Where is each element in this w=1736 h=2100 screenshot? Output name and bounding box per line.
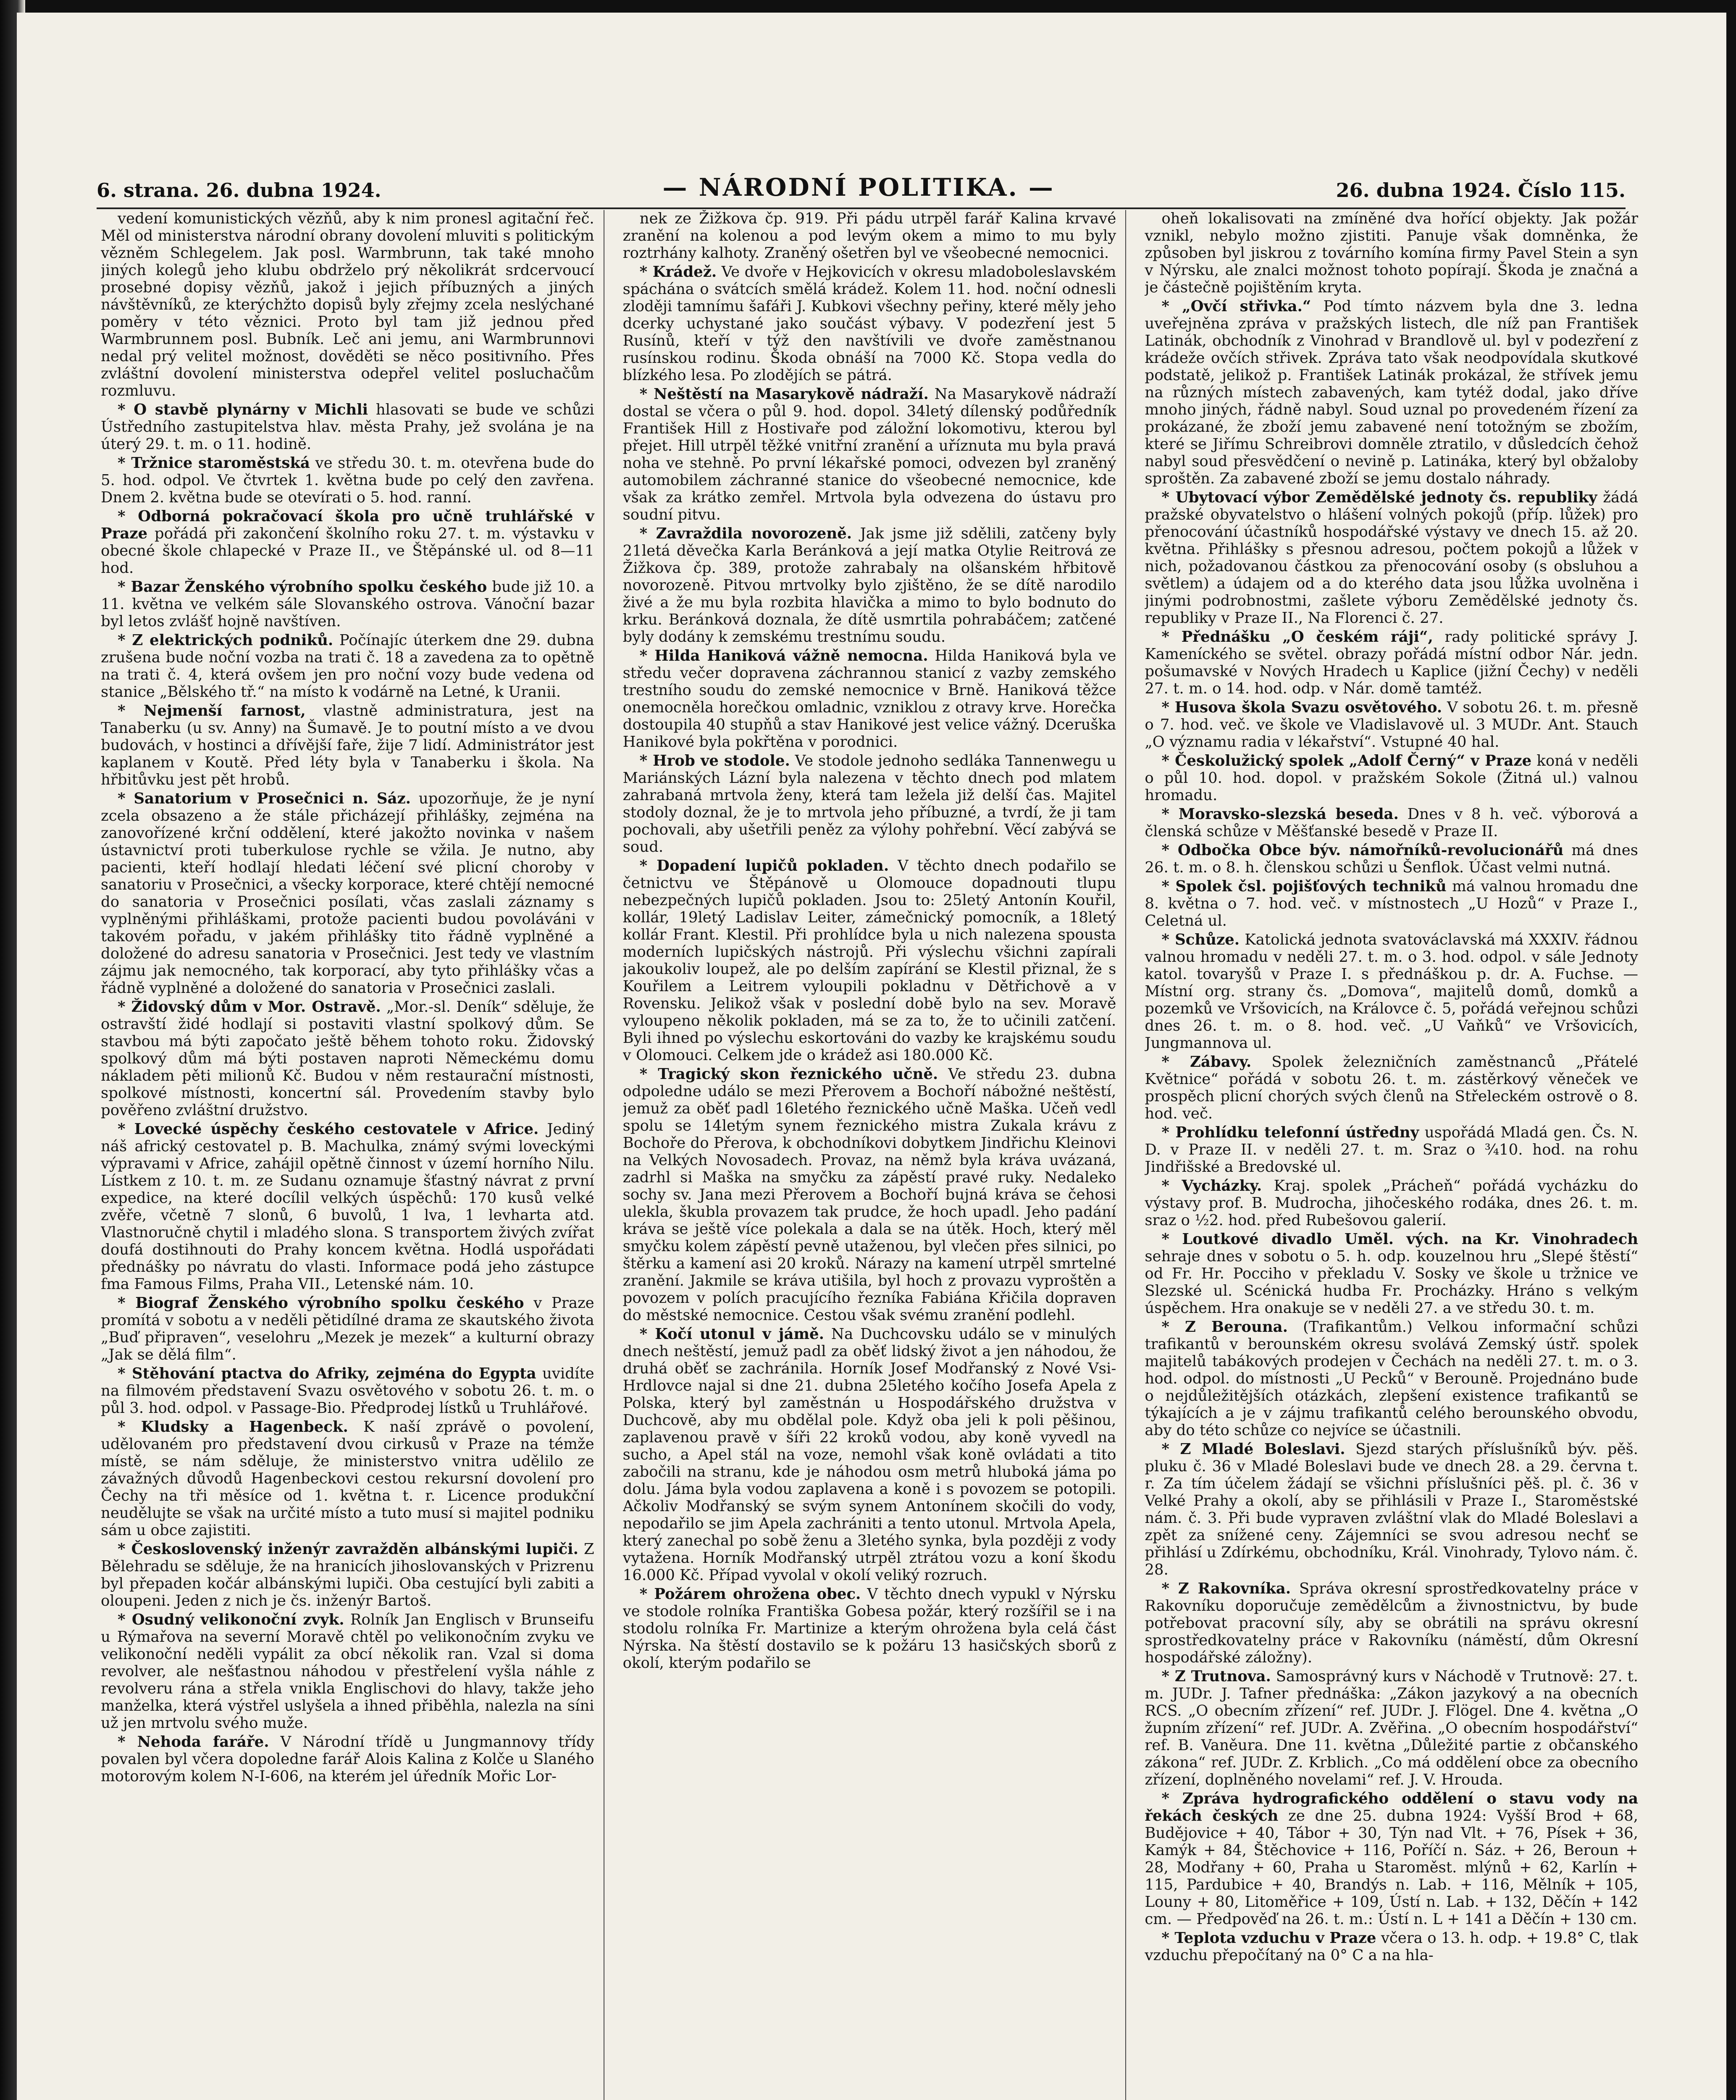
news-item-heading: * Odbočka Obce býv. námořníků-revolucionářů — [1161, 842, 1564, 859]
news-item-body: Správa okresní sprostředkovatelny práce v Rakovníku doporučuje zemědělcům a živnostnictvu, by bude potřebovat pracovní síly, aby se obrátili na správu okresní sprostředkovatelny práce v Rakovníku (náměstí, dům Okresní hospodářské záložny). — [1145, 1580, 1639, 1666]
news-item-body: V Národní třídě u Jungmannovy třídy povalen byl včera dopoledne farář Alois Kalina z Kolče u Slaného motorovým kolem N-I-606, na kterém jel úředník Mořic Lor- — [101, 1733, 594, 1785]
news-item-heading: * „Ovčí střivka.“ — [1161, 298, 1311, 315]
news-item-body: V sobotu 26. t. m. přesně o 7. hod. več. ve škole ve Vladislavově ul. 3 MUDr. Ant. Stauch „O významu radia v lékařství“. Vstupné 40 hal. — [1145, 699, 1639, 751]
news-item-heading: * Požárem ohrožena obec. — [639, 1586, 861, 1603]
news-item-body: ve středu 30. t. m. otevřena bude do 5. hod. odpol. Ve čtvrtek 1. května bude po celý den zavřena. Dnem 2. května bude se otevírati o 5. hod. ranní. — [101, 454, 594, 506]
news-item-body: sehraje dnes v sobotu o 5. h. odp. kouzelnou hru „Slepé štěstí“ od Fr. Hr. Pocciho v překladu V. Sosky ve škole u tržnice ve Slezské ul. Scénická hudba Fr. Procházky. Hráno s velkým úspěchem. Hra onakuje se v neděli 27. a ve středu 30. t. m. — [1145, 1248, 1639, 1317]
news-item-body: (Trafikantům.) Velkou informační schůzi trafikantů v berounském okresu svolává Zemský ústř. spolek majitelů tabákových prodejen v Čechách na neděli 27. t. m. o 3. hod. odpol. do místnosti „U Pecků“ v Berouně. Projednáno bude o nejdůležitějších otázkách, zlepšení existence trafikantů se týkajících a je v zájmu trafikantů celého berounského obvodu, aby do této schůze co nejvíce se účastnili. — [1145, 1318, 1639, 1439]
news-item-body: Rolník Jan Englisch v Brunseifu u Rýmařova na severní Moravě chtěl po velikonočním zvyku ve velikonoční neděli vypálit za obcí několik ran. Vzal si doma revolver, ale nešťastnou náhodou v přestřelení vyšla náhle z revolveru rána a střela vnikla Englischovi do hlavy, takže jeho manželka, která výstřel uslyšela a ihned přiběhla, nalezla na síni už jen mrtvolu svého muže. — [101, 1611, 594, 1732]
news-item — [1145, 1668, 1638, 1788]
news-item-heading: * Schůze. — [1161, 931, 1240, 948]
news-item-body: Sjezd starých příslušníků býv. pěš. pluku č. 36 v Mladé Boleslavi bude ve dnech 28. a 29. června t. r. Za tím účelem žádají se všichni příslušníci pěš. pl. č. 36 v Velké Prahy a okolí, aby se přihlásili v Praze I., Staroměstské nám. č. 3. Při bude vypraven zvláštní vlak do Mladé Boleslavi a zpět za snížené ceny. Zájemníci se svou adresou nechť se přihlásí u Zdírkému, obchodníku, Král. Vinohrady, Tylovo nám. č. 28. — [1145, 1441, 1639, 1578]
news-item — [101, 702, 594, 788]
news-item — [101, 1418, 594, 1539]
news-item-heading: * O stavbě plynárny v Michli — [118, 401, 368, 418]
news-item-heading: * Tragický skon řeznického učně. — [639, 1066, 938, 1083]
news-item-body: „Mor.-sl. Deník“ sděluje, že ostravští židé hodlají si postaviti vlastní spolkový dům. Se stavbou má býti započato ještě během tohoto roku. Židovský spolkový dům má býti postaven naproti Německému domu nákladem pěti milionů Kč. Budou v něm restaurační místnosti, spolkové místnosti, koncertní sál. Provedením stavby bylo pověřeno zvláštní družstvo. — [101, 998, 594, 1119]
news-item-heading: * Bazar Ženského výrobního spolku českého — [118, 578, 487, 596]
masthead-title: — NÁRODNÍ POLITIKA. — — [662, 173, 1055, 202]
news-item — [101, 1365, 594, 1417]
news-item-body: vedení komunistických vězňů, aby k nim pronesl agitační řeč. Měl od ministerstva národní obrany dovolení mluviti s politickým vězněm Schlegelem. Jak posl. Warmbrunn, tak také mnoho jiných kolegů jeho klubu obdrželo prý několikrát srdcervoucí prosebné dopisy vězňů, jakož i jejich příbuzných a jiných návštěvníků, ze kterýchžto dopisů byly zřejmy zcela neslýchané poměry v této věznici. Proto byl tam již jednou před Warmbrunnem posl. Bubník. Leč ani jemu, ani Warmbrunnovi nedal prý velitel možnost, dověděti se něco positivního. Přes zvláštní dovolení ministerstva odepřel velitel posluchačům rozmluvu. — [101, 210, 594, 399]
text-columns — [101, 210, 1638, 2100]
news-item-body: Hilda Haniková byla ve středu večer dopravena záchrannou stanicí z vazby zemského trestního soudu do zemské nemocnice v Brně. Haniková těžce onemocněla horečkou omladnic, vzniklou z otravy krve. Horečka dostoupila 40 stupňů a stav Hanikové jest velice vážný. Dceruška Hanikové byla pokřtěna v porodnici. — [622, 647, 1116, 751]
news-item — [1145, 931, 1638, 1052]
news-item-heading: * Moravsko-slezská beseda. — [1161, 806, 1399, 823]
news-item-heading: * Neštěstí na Masarykově nádraží. — [639, 386, 929, 403]
news-item-body: Ve dvoře v Hejkovicích v okresu mladoboleslavském spáchána o svátcích smělá krádež. Kolem 11. hod. noční odnesli zloději tamnímu šafáři J. Kubkovi všechny peřiny, které měly jeho dcerky uchystané jako součást výbavy. V podezření jest 5 Rusínů, kteří v týž den navštívili ve dvoře zaměstnanou rusínskou rodinu. Škoda obnáší na 7000 Kč. Stopa vedla do blízkého lesa. Po zlodějích se pátrá. — [622, 263, 1116, 384]
news-item-body: včera o 13. h. odp. + 19.8° C, tlak vzduchu přepočítaný na 0° C a na hla- — [1145, 1929, 1638, 1964]
news-item-heading: * Z Rakovníka. — [1161, 1580, 1291, 1597]
news-item-heading: * Biograf Ženského výrobního spolku českého — [118, 1294, 524, 1312]
news-item — [101, 632, 594, 701]
news-item-heading: * Přednášku „O českém ráji“, — [1161, 628, 1433, 646]
news-item — [101, 998, 594, 1119]
news-item-body: nek ze Žižkova čp. 919. Při pádu utrpěl farář Kalina krvavé zranění na kolenou a pod levým okem a mimo to mu byly roztrhány kalhoty. Zraněný ošetřen byl ve všeobecné nemocnici. — [622, 210, 1116, 262]
news-item — [623, 1066, 1116, 1324]
news-item-body: V těchto dnech podařilo se četnictvu ve Štěpánově u Olomouce dopadnouti tlupu nebezpečných lupičů pokladen. Jsou to: 25letý Antonín Kouřil, kollár, 19letý Ladislav Leiter, zámečnický pomocník, a 18letý kollár Frant. Klestil. Při prohlídce byla u nich nalezena spousta moderních lupičských nástrojů. Při výslechu všichni zapírali jakoukoliv loupež, ale po delším zapírání se Klestil přiznal, že s Kouřilem a Leitrem vyloupili pokladnu v Dětřichově a v Rovensku. Jelikož však v poslední době bylo na sev. Moravě vyloupeno několik pokladen, má se za to, že to učinili zatčení. Byli ihned po výslechu eskortováni do vazby ke krajskému soudu v Olomouci. Celkem jde o krádež asi 180.000 Kč. — [622, 857, 1116, 1064]
news-item-heading: * Z elektrických podniků. — [118, 632, 334, 649]
news-item — [1145, 1929, 1638, 1964]
news-item-body: Spolek železničních zaměstnanců „Přátelé Květnice“ pořádá v sobotu 26. t. m. zástěrkový věneček ve prospěch plicní chorých svých členů na Střeleckém ostrově o 8. hod. več. — [1145, 1053, 1639, 1122]
news-item — [1145, 752, 1638, 804]
news-item — [1145, 699, 1638, 751]
news-item — [101, 1541, 594, 1609]
news-item-heading: * Prohlídku telefonní ústředny — [1161, 1124, 1419, 1141]
news-item-body: vlastně administratura, jest na Tanaberku (u sv. Anny) na Šumavě. Je to poutní místo a ve dvou budovách, v hostinci a dřívější faře, žije 7 lidí. Administrátor jest kaplanem v Koutě. Před léty byla v Tanaberku i škola. Na hřbitůvku jest pět hrobů. — [101, 702, 594, 788]
news-item-heading: * Československý inženýr zavražděn albánskými lupiči. — [118, 1541, 578, 1558]
news-item — [623, 1586, 1116, 1672]
news-item-body: hlasovati se bude ve schůzi Ústředního zastupitelstva hlav. města Prahy, jež svolána je na úterý 29. t. m. o 11. hodině. — [101, 401, 594, 453]
news-item-heading: * Zavraždila novorozeně. — [639, 525, 852, 542]
news-item-body: V těchto dnech vypukl v Nýrsku ve stodole rolníka Františka Gobesa požár, který rozšířil se i na stodolu rolníka Fr. Martinize a kterým ohrožena byla celá část Nýrska. Na štěstí dostavilo se k požáru 13 hasičských sborů z okolí, kterým podařilo se — [622, 1586, 1116, 1672]
news-item-body: uvidíte na filmovém představení Svazu osvětového v sobotu 26. t. m. o půl 3. hod. odpol. v Passage-Bio. Předprodej lístků u Truhlářové. — [101, 1365, 594, 1417]
news-item — [101, 578, 594, 630]
news-item-body: Počínajíc úterkem dne 29. dubna zrušena bude noční vozba na trati č. 18 a zavedena za to opětně na trati č. 4, která ovšem jen pro noční vozy bude vedena od stanice „Bělského tř.“ na místo k vodárně na Letné, k Uranii. — [101, 632, 594, 701]
news-item-body: Katolická jednota svatováclavská má XXXIV. řádnou valnou hromadu v neděli 27. t. m. o 3. hod. odpol. v sále Jednoty katol. tovaryšů v Praze I. s přednáškou p. dr. A. Fuchse. — Místní org. strany čs. „Domova“, majitelů domů, domků a pozemků ve Vršovicích, na Královce č. 5, pořádá veřejnou schůzi dnes 26. t. m. o 8. hod. več. „U Vaňků“ ve Vršovicích, Jungmannova ul. — [1145, 931, 1639, 1052]
news-item-heading: * Stěhování ptactva do Afriky, zejména do Egypta — [118, 1365, 536, 1382]
news-item — [623, 386, 1116, 523]
news-item-body: Z Bělehradu se sděluje, že na hranicích jihoslovanských v Prizrenu byl přepaden kočár albánskými lupiči. Oba cestující byli zabiti a oloupeni. Jeden z nich je čs. inženýr Bartoš. — [101, 1541, 594, 1609]
news-item-body: Jediný náš africký cestovatel p. B. Machulka, známý svými loveckými výpravami v Africe, zahájil opětně činnost v území horního Nilu. Lístkem z 10. t. m. ze Sudanu oznamuje šťastný návrat z první expedice, na které docílil velkých úspěchů: 170 kusů velké zvěře, včetně 7 slonů, 6 buvolů, 1 lva, 1 levharta atd. Vlastnoručně chytil i mladého slona. S transportem živých zvířat doufá dostihnouti do Prahy koncem května. Hodlá uspořádati přednášky po návratu do vlasti. Informace podá jeho zástupce fma Famous Films, Praha VII., Letenské nám. 10. — [101, 1121, 594, 1293]
news-item-body: oheň lokalisovati na zmíněné dva hořící objekty. Jak požár vznikl, nebylo možno zjistiti. Panuje však domněnka, že způsoben byl jiskrou z továrního komína firmy Pavel Stein a syn v Nýrsku, ale znalci možnost tohoto popírají. Škoda je značná a je částečně pojištěním kryta. — [1145, 210, 1639, 296]
news-item-heading: * Hilda Haniková vážně nemocna. — [639, 647, 928, 664]
news-item-heading: * Kludsky a Hagenbeck. — [118, 1418, 348, 1436]
news-item-heading: * Hrob ve stodole. — [639, 752, 790, 769]
news-item — [623, 857, 1116, 1064]
header-issue-number: 26. dubna 1924. Číslo 115. — [1336, 179, 1626, 202]
news-item-heading: * Z Trutnova. — [1161, 1668, 1271, 1685]
news-item-body: v Praze promítá v sobotu a v neděli pětidílné drama ze skautského života „Buď připraven“, veselohru „Mezek je mezek“ a kulturní obrazy „Jak se dělá film“. — [101, 1294, 594, 1363]
news-item-body: Ve stodole jednoho sedláka Tannenwegu u Mariánských Lázní byla nalezena v těchto dnech pod mlatem zahrabaná mrtvola ženy, která tam ležela již delší čas. Majitel stodoly doznal, že je to mrtvola jeho příbuzné, a tvrdí, že ji tam pochovali, aby ušetřili peněz za výlohy pohřební. Věcí zabývá se soud. — [622, 752, 1116, 856]
news-item — [1145, 1124, 1638, 1176]
news-item — [623, 525, 1116, 646]
news-item-heading: * Tržnice staroměstská — [118, 454, 310, 472]
news-item-body: ze dne 25. dubna 1924: Vyšší Brod + 68, Budějovice + 40, Tábor + 30, Týn nad Vlt. + 76, Písek + 36, Kamýk + 84, Štěchovice + 116, Poříčí n. Sáz. + 26, Beroun + 28, Modřany + 60, Praha u Staroměst. mlýnů + 62, Karlín + 115, Pardubice + 40, Brandýs n. Lab. + 116, Mělník + 105, Louny + 80, Litoměřice + 109, Ústí n. Lab. + 132, Děčín + 142 cm. — Předpověď na 26. t. m.: Ústí n. L + 141 a Děčín + 130 cm. — [1145, 1807, 1639, 1928]
news-item — [1145, 842, 1638, 876]
news-item — [101, 790, 594, 997]
news-item — [101, 508, 594, 577]
news-item-body: Ve středu 23. dubna odpoledne událo se mezi Přerovem a Bochoří nábožné neštěstí, jemuž za oběť padl 16letého řeznického učně Maška. Učeň vedl spolu se 14letým synem řeznického mistra Zukala krávu z Bochoře do Přerova, k obchodníkovi dobytkem Jindřichu Kleinovi na Velkých Novosadech. Provaz, na němž byla kráva uvázaná, zadrhl si Maška na smyčku za zápěstí pravé ruky. Nedaleko sochy sv. Jana mezi Přerovem a Bochoří bujná kráva se čehosi ulekla, škubla provazem tak prudce, že hoch upadl. Jeho padání kráva se ještě více polekala a dala se na útěk. Hoch, který měl smyčku kolem zápěstí pevně utaženou, byl vlečen přes silnici, po štěrku a kamení asi 20 kroků. Nárazy na kamení utrpěl smrtelné zranění. Jakmile se kráva utišila, byl hoch z provazu vyproštěn a povozem v polích pracujícího řezníka Fabiána Křičila dopraven do městské nemocnice. Cestou však svému zranění podlehl. — [622, 1066, 1116, 1324]
news-item — [1145, 1580, 1638, 1666]
news-item-body: pořádá při zakončení školního roku 27. t. m. výstavku v obecné škole chlapecké v Praze II., ve Štěpánské ul. od 8—11 hod. — [101, 525, 594, 577]
newspaper-page — [17, 13, 1726, 2100]
news-item-heading: * Loutkové divadlo Uměl. vých. na Kr. Vinohradech — [1161, 1231, 1639, 1248]
news-item — [101, 210, 594, 399]
news-item-heading: * Českolužický spolek „Adolf Černý“ v Praze — [1161, 752, 1532, 769]
news-item-body: Pod tímto názvem byla dne 3. ledna uveřejněna zpráva v pražských listech, dle níž pan František Latinák, obchodník z Vinohrad v Brandlově ul. byl v podezření z krádeže ovčích střivek. Zpráva tato však neodpovídala skutkové podstatě, jelikož p. František Latinák prokázal, že střívek jemu na různých místech zabavených, kam tytéž dodal, jako dříve mnoho jiných, řádně nabyl. Soud uznal po provedeném řízení za prokázané, že zboží jemu zabavené není totožným se zbožím, které se Jiřímu Schreibrovi domněle ztratilo, v důsledcích čehož nabyl soud přesvědčení o nevině p. Latináka, který byl obžaloby sproštěn. Za zabavené zboží se jemu dostalo náhrady. — [1145, 298, 1639, 487]
news-item-heading: * Spolek čsl. pojišťových techniků — [1161, 878, 1447, 895]
news-item — [1145, 628, 1638, 697]
news-item-heading: * Teplota vzduchu v Praze — [1161, 1929, 1376, 1947]
news-item — [101, 1294, 594, 1363]
news-item-body: Jak jsme již sdělili, zatčeny byly 21letá děvečka Karla Beránková a její matka Otylie Reitrová ze Žižkova čp. 389, protože zahrabaly na olšanském hřbitově novorozeně. Pitvou mrtvolky bylo zjištěno, že se dítě narodilo živé a že mu byla rozbita hlavička a mimo to bylo bodnuto do krku. Beránková doznala, že dítě usmrtila pohrabáčem; zatčené byly dodány k zemskému trestnímu soudu. — [622, 525, 1116, 646]
column-2 — [623, 210, 1127, 2100]
news-item-heading: * Z Berouna. — [1161, 1318, 1288, 1336]
news-item-heading: * Vycházky. — [1161, 1177, 1262, 1194]
news-item — [101, 1121, 594, 1293]
news-item-heading: * Dopadení lupičů pokladen. — [639, 857, 889, 874]
news-item — [1145, 1231, 1638, 1317]
column-1 — [101, 210, 604, 2100]
news-item-heading: * Z Mladé Boleslavi. — [1161, 1441, 1345, 1458]
news-item-body: Na Masarykově nádraží dostal se včera o půl 9. hod. dopol. 34letý dílenský podůředník František Hill z Hostivaře pod záložní lokomotivu, kterou byl přejet. Hill utrpěl těžké vnitřní zranění a uříznuta mu byla pravá noha ve stehně. Po první lékařské pomoci, odvezen byl zraněný automobilem záchranné stanice do všeobecné nemocnice, kde však za krátko zemřel. Mrtvola byla odvezena do ústavu pro soudní pitvu. — [622, 386, 1116, 523]
news-item — [101, 1733, 594, 1785]
news-item-heading: * Nejmenší farnost, — [118, 702, 306, 719]
news-item-body: upozorňuje, že je nyní zcela obsazeno a že stále přicházejí přihlášky, zejména na zanovořízené krční oddělení, které jakožto novinka v našem ústavnictví proti tuberkulose rychle se vžila. Je nutno, aby pacienti, kteří hodlají hledati léčení své plicní choroby v sanatoriu v Prosečnici, a všecky korporace, které chtějí nemocné do sanatoria v Prosečnici posílati, včas zaslali záznamy s vyplněnými přihláškami, protože pacienti budou povoláváni v takovém pořadu, v jakém přihlášky tito řádně vyplněné a doložené do adresu sanatoria v Prosečnici. Jest tedy ve vlastním zájmu jak nemocného, tak korporací, aby tyto přihlášky včas a řádně vyplněné a doložené do sanatoria v Prosečnici zaslali. — [101, 790, 594, 997]
news-item-body: K naší zprávě o povolení, udělovaném pro představení dvou cirkusů v Praze na témže místě, se nám sděluje, že ministerstvo vnitra udělilo ze závažných důvodů Hagenbeckovi cestou rekursní dovolení pro Čechy na tři měsíce od 1. května t. r. Licence produkční neudělujte se však na určité místo a tuto musí si majitel podniku sám u obce zajistiti. — [101, 1418, 594, 1539]
news-item — [1145, 878, 1638, 929]
news-item — [1145, 1790, 1638, 1928]
news-item-body: uspořádá Mladá gen. Čs. N. D. v Praze II. v neděli 27. t. m. Sraz o ¾10. hod. na rohu Jindřišské a Bredovské ul. — [1145, 1124, 1639, 1176]
news-item — [623, 752, 1116, 856]
news-item — [101, 401, 594, 453]
news-item — [1145, 1318, 1638, 1439]
news-item-heading: * Nehoda faráře. — [118, 1733, 269, 1751]
news-item-body: bude již 10. a 11. května ve velkém sále Slovanského ostrova. Vánoční bazar byl letos zvlášť hojně navštíven. — [101, 578, 594, 630]
news-item — [623, 647, 1116, 751]
news-item-heading: * Odborná pokračovací škola pro učně truhlářské v Praze — [101, 508, 594, 542]
news-item — [623, 1326, 1116, 1584]
news-item-body: má valnou hromadu dne 8. května o 7. hod. več. v místnostech „U Hozů“ v Praze I., Celetná ul. — [1145, 878, 1639, 929]
news-item-body: žádá pražské obyvatelstvo o hlášení volných pokojů (příp. lůžek) pro přenocování účastníků hospodářské výstavy ve dnech 15. až 20. května. Přihlášky s přesnou adresou, počtem pokojů a lůžek v nich, požadovanou částkou za přenocování osoby (s obsluhou a světlem) a údajem od a do kterého data jsou lůžka uvolněna i jinými podrobnostmi, zašlete výboru Zemědělské jednoty čs. republiky v Praze II., Na Florenci č. 27. — [1145, 489, 1639, 627]
news-item — [1145, 210, 1638, 296]
header-page-date: 6. strana. 26. dubna 1924. — [97, 179, 381, 202]
news-item — [623, 210, 1116, 262]
news-item-body: Kraj. spolek „Prácheň“ pořádá vycházku do výstavy prof. B. Mudrocha, jihočeského rodáka, dnes 26. t. m. sraz o ½2. hod. před Rubešovou galerií. — [1145, 1177, 1639, 1229]
news-item-heading: * Kočí utonul v jámě. — [639, 1326, 824, 1343]
news-item — [1145, 1441, 1638, 1578]
news-item-heading: * Lovecké úspěchy českého cestovatele v Africe. — [118, 1121, 539, 1138]
news-item-body: Samosprávný kurs v Náchodě v Trutnově: 27. t. m. JUDr. J. Tafner přednáška: „Zákon jazykový a na obecních RCS. „O obecním zřízení“ ref. JUDr. J. Flögel. Dne 4. května „O župním zřízení“ ref. JUDr. A. Zvěřina. „O obecním hospodářství“ ref. B. Vaněura. Dne 11. května „Důležité partie z občanského zákona“ ref. JUDr. Z. Krblich. „Co má oddělení obce za obecního zřízení, doplněného novelami“ ref. J. V. Hrouda. — [1145, 1668, 1639, 1788]
news-item — [1145, 1177, 1638, 1229]
news-item-heading: * Zpráva hydrografického oddělení o stavu vody na řekách českých — [1145, 1790, 1639, 1824]
news-item-body: rady politické správy J. Kameníckého se světel. obrazy pořádá místní odbor Nár. jedn. pošumavské v Nových Hradech u Kaplice (jižní Čechy) v neděli 27. t. m. o 14. hod. odp. v Nár. domě tamtéž. — [1145, 628, 1639, 697]
news-item-body: Na Duchcovsku událo se v minulých dnech neštěstí, jemuž padl za oběť lidský život a jen náhodou, že druhá oběť se zachránila. Horník Josef Modřanský z Nové Vsi-Hrdlovce najal si dne 21. dubna 25letého kočího Josefa Apela z Polska, který byl zaměstnán u Hospodářského družstva v Duchcově, aby mu obdělal pole. Když oba jeli k poli pěšinou, zaplavenou pravě v šíři 22 kroků vodou, aby koně vyvedl na sucho, a Apel stál na voze, nemohl však koně ovládati a tito zabočili na stranu, kde je náhodou osm metrů hluboká jáma po dolu. Jáma byla vodou zaplavena a koně i s povozem se potopili. Ačkoliv Modřanský se svým synem Antonínem skočili do vody, nepodařilo se jim Apela zachrániti a tento utonul. Mrtvola Apela, který zanechal po sobě ženu a 3letého synka, byla později z vody vytažena. Horník Modřanský utrpěl ztrátou vozu a koní škodu 16.000 Kč. Případ vyvolal v okolí veliký rozruch. — [622, 1326, 1116, 1584]
news-item-heading: * Krádež. — [639, 263, 717, 281]
news-item — [1145, 489, 1638, 627]
news-item-heading: * Ubytovací výbor Zemědělské jednoty čs. republiky — [1161, 489, 1597, 506]
news-item — [101, 1611, 594, 1732]
news-item-heading: * Židovský dům v Mor. Ostravě. — [118, 998, 381, 1016]
news-item-body: Dnes v 8 h. več. výborová a členská schůze v Měšťanské besedě v Praze II. — [1145, 806, 1638, 840]
news-item — [623, 263, 1116, 384]
news-item-body: koná v neděli o půl 10. hod. dopol. v pražském Sokole (Žitná ul.) valnou hromadu. — [1145, 752, 1639, 804]
news-item-heading: * Sanatorium v Prosečnici n. Sáz. — [118, 790, 411, 807]
news-item — [101, 454, 594, 506]
news-item-heading: * Zábavy. — [1161, 1053, 1252, 1071]
column-3 — [1145, 210, 1638, 2100]
news-item-body: má dnes 26. t. m. o 8. h. členskou schůzi u Šenflok. Účast velmi nutná. — [1145, 842, 1639, 876]
news-item-heading: * Husova škola Svazu osvětového. — [1161, 699, 1442, 716]
news-item-heading: * Osudný velikonoční zvyk. — [118, 1611, 344, 1628]
news-item — [1145, 298, 1638, 487]
page-header — [97, 155, 1626, 209]
news-item — [1145, 806, 1638, 840]
news-item — [1145, 1053, 1638, 1122]
